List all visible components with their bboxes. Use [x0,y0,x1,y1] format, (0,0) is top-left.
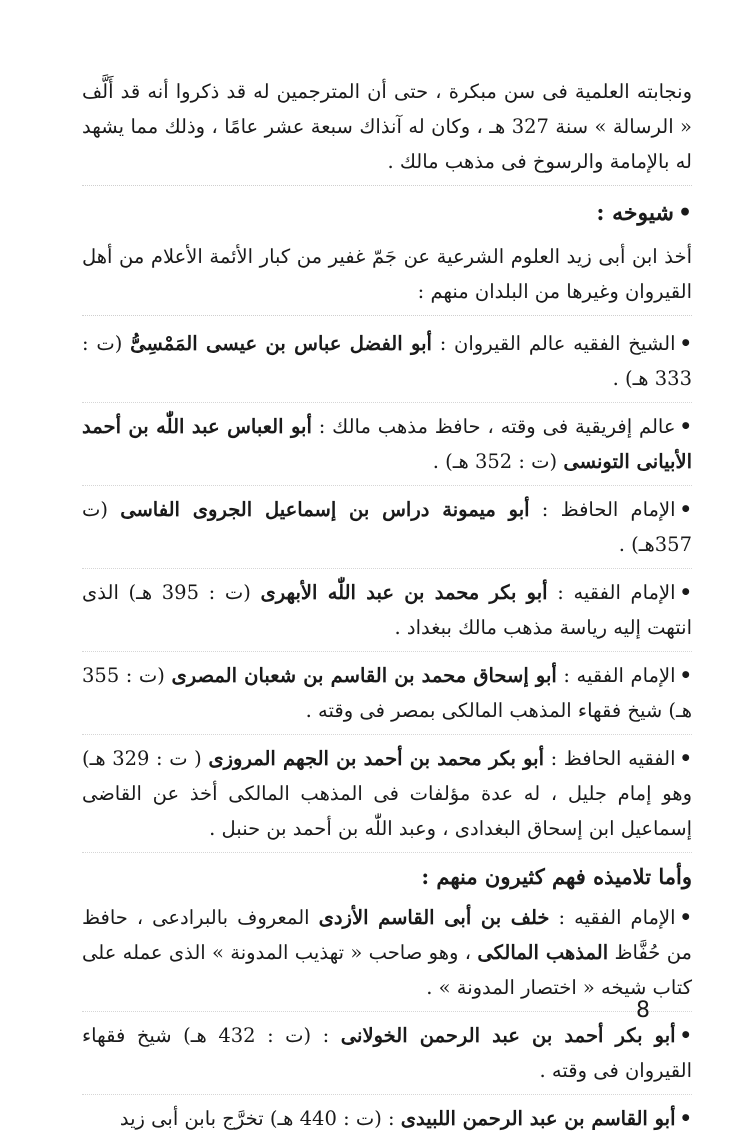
bullet-icon: • [679,906,692,929]
sheikh-item [82,409,692,486]
bullet-icon: • [679,581,693,604]
sheikh-name: أبو ميمونة دراس بن إسماعيل الجروى الفاسى [120,498,530,521]
student-detail: : (ت : 440 هـ) تخرَّج بابن أبى زيد [119,1107,401,1130]
sheikh-name: أبو الفضل عباس بن عيسى المَمْسِىُّ [130,332,432,355]
sheikh-role: الفقيه الحافظ : [544,747,676,770]
bullet-icon: • [679,332,692,355]
student-name: أبو القاسم بن عبد الرحمن اللبيدى [400,1107,676,1130]
sheikh-item [82,575,692,652]
sheikh-item [82,492,692,569]
sheikh-item [82,658,692,735]
intro-paragraph: ونجابته العلمية فى سن مبكرة ، حتى أن المترجمين له قد ذكروا أنه قد أَلَّف « الرسالة » سنة 327 هـ ، وكان له آنذاك سبعة عشر عامًا ، وذلك مما يشهد له بالإمامة والرسوخ فى مذهب مالك . [82,74,692,186]
sheikh-name: أبو العباس عبد اللّٰه بن أحمد الأبيانى التونسى [82,415,692,473]
sheikh-role: الإمام الحافظ : [529,498,676,521]
student-name: أبو بكر أحمد بن عبد الرحمن الخولانى [340,1024,676,1047]
sheikh-detail: (ت : 333 هـ) . [82,332,692,390]
sheikh-name: أبو بكر محمد بن أحمد بن الجهم المروزى [208,747,544,770]
sheikh-role: عالم إفريقية فى وقته ، حافظ مذهب مالك : [311,415,676,438]
sheikh-item [82,326,692,403]
sheikhs-intro: أخذ ابن أبى زيد العلوم الشرعية عن جَمّ غفير من كبار الأئمة الأعلام من أهل القيروان وغيرها من البلدان منهم : [82,239,692,316]
page-number: 8 [636,998,650,1023]
student-name: خلف بن أبى القاسم الأزدى [318,906,550,929]
sheikh-name: أبو إسحاق محمد بن القاسم بن شعبان المصرى [171,664,557,687]
students-heading: وأما تلاميذه فهم كثيرون منهم : [421,864,692,889]
sheikh-name: أبو بكر محمد بن عبد اللّٰه الأبهرى [260,581,548,604]
sheikh-detail: ( ت : 329 هـ) وهو إمام جليل ، له عدة مؤلفات فى المذهب المالكى أخذ عن القاضى إسماعيل ابن إسحاق البغدادى ، وعبد اللّٰه بن أحمد بن حنبل . [82,747,692,840]
student-mid: المعروف بالبرادعى ، حافظ من حُفَّاظ [82,906,692,964]
sheikh-detail: (ت : 355 هـ) شيخ فقهاء المذهب المالكى بمصر فى وقته . [82,664,692,722]
student-item [82,1101,692,1142]
sheikh-detail: (ت 357هـ) . [82,498,692,556]
student-detail: : (ت : 432 هـ) شيخ فقهاء القيروان فى وقته . [82,1024,692,1082]
bullet-icon: • [679,1024,693,1047]
sheikh-role: الإمام الفقيه : [547,581,676,604]
bullet-icon: • [679,498,692,521]
student-item [82,900,692,1012]
student-school: المذهب المالكى [477,941,609,964]
sheikh-role: الإمام الفقيه : [556,664,676,687]
bullet-icon: • [679,415,692,438]
bullet-icon: • [679,747,692,770]
sheikhs-heading [82,196,692,231]
student-role: الإمام الفقيه : [549,906,676,929]
student-detail: ، وهو صاحب « تهذيب المدونة » الذى عمله على كتاب شيخه « اختصار المدونة » . [82,941,692,999]
bullet-icon: • [679,664,692,687]
sheikh-role: الشيخ الفقيه عالم القيروان : [431,332,676,355]
sheikh-detail: (ت : 352 هـ) . [432,450,564,473]
bullet-icon: • [679,1107,692,1130]
page-body [82,74,692,1148]
student-item [82,1018,692,1095]
sheikhs-heading-text: شيوخه : [596,200,674,226]
sheikh-detail: (ت : 395 هـ) الذى انتهت إليه رياسة مذهب مالك ببغداد . [82,581,692,639]
sheikh-item [82,741,692,853]
bullet-icon: • [677,200,692,226]
